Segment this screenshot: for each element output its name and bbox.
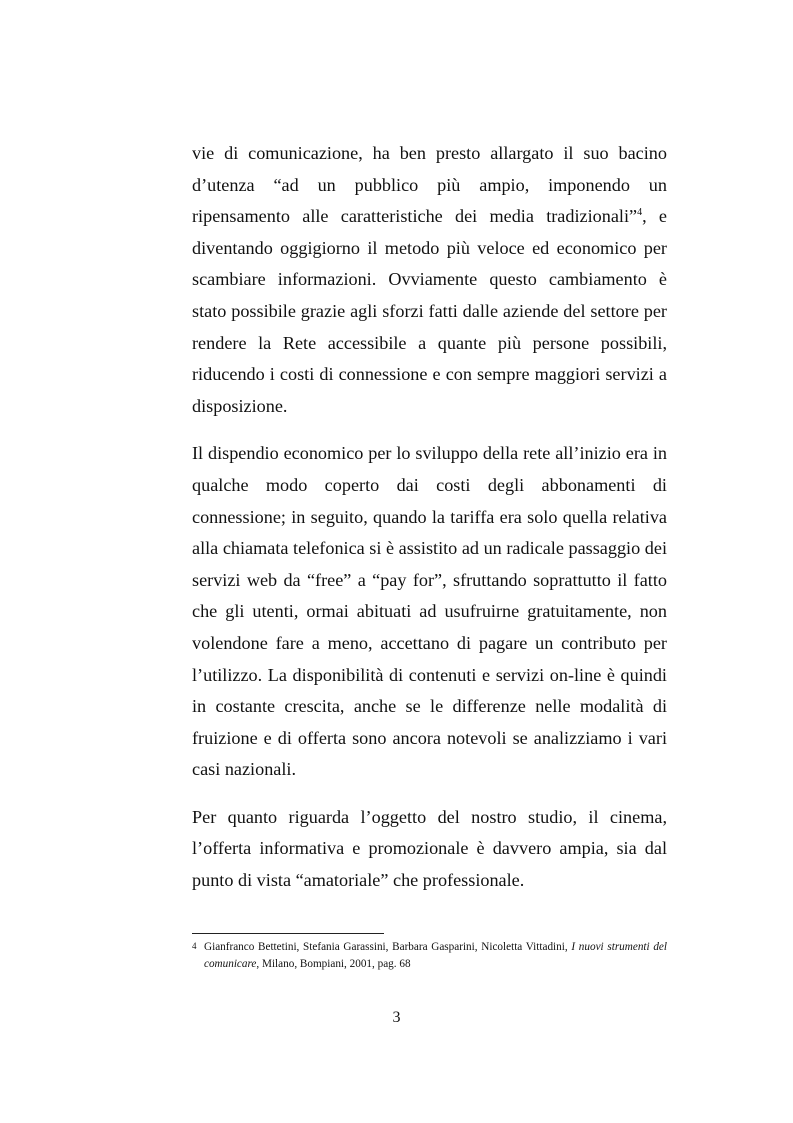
footnote-separator — [192, 933, 384, 934]
footnote-authors: Gianfranco Bettetini, Stefania Garassini, Barbara Gasparini, Nicoletta Vittadini, — [204, 941, 572, 953]
paragraph-1-text-a: vie di comunicazione, ha ben presto allargato il suo bacino d’utenza “ad un pubblico più ampio, imponendo un ripensamento alle caratteristiche dei media tradizionali” — [192, 143, 667, 227]
paragraph-3: Per quanto riguarda l’oggetto del nostro studio, il cinema, l’offerta informativa e promozionale è davvero ampia, sia dal punto di vista “amatoriale” che professionale. — [192, 806, 667, 891]
footnote — [192, 938, 667, 973]
paragraph-1 — [192, 138, 667, 422]
footnote-publication: , Milano, Bompiani, 2001, pag. 68 — [256, 958, 411, 970]
footnote-title: I nuovi strumenti del comunicare — [204, 941, 667, 970]
body-text — [192, 138, 667, 913]
page-number: 3 — [392, 1009, 401, 1026]
paragraph-1-text-b: , e diventando oggigiorno il metodo più veloce ed economico per scambiare informazioni. Ovviamente questo cambiamento è stato possibile grazie agli sforzi fatti dalle aziende del settore per rendere la Rete accessibile a quante più persone possibili, riducendo i costi di connessione e con sempre maggiori servizi a disposizione. — [192, 206, 667, 416]
paragraph-2: Il dispendio economico per lo sviluppo della rete all’inizio era in qualche modo coperto dai costi degli abbonamenti di connessione; in seguito, quando la tariffa era solo quella relativa alla chiamata telefonica si è assistito ad un radicale passaggio dei servizi web da “free” a “pay for”, sfruttando soprattutto il fatto che gli utenti, ormai abituati ad usufruirne gratuitamente, non volendone fare a meno, accettano di pagare un contributo per l’utilizzo. La disponibilità di contenuti e servizi on-line è quindi in costante crescita, anche se le differenze nelle modalità di fruizione e di offerta sono ancora notevoli se analizziamo i vari casi nazionali. — [192, 443, 667, 780]
footnote-reference: 4 — [637, 207, 643, 219]
footnote-number: 4 — [192, 941, 197, 951]
